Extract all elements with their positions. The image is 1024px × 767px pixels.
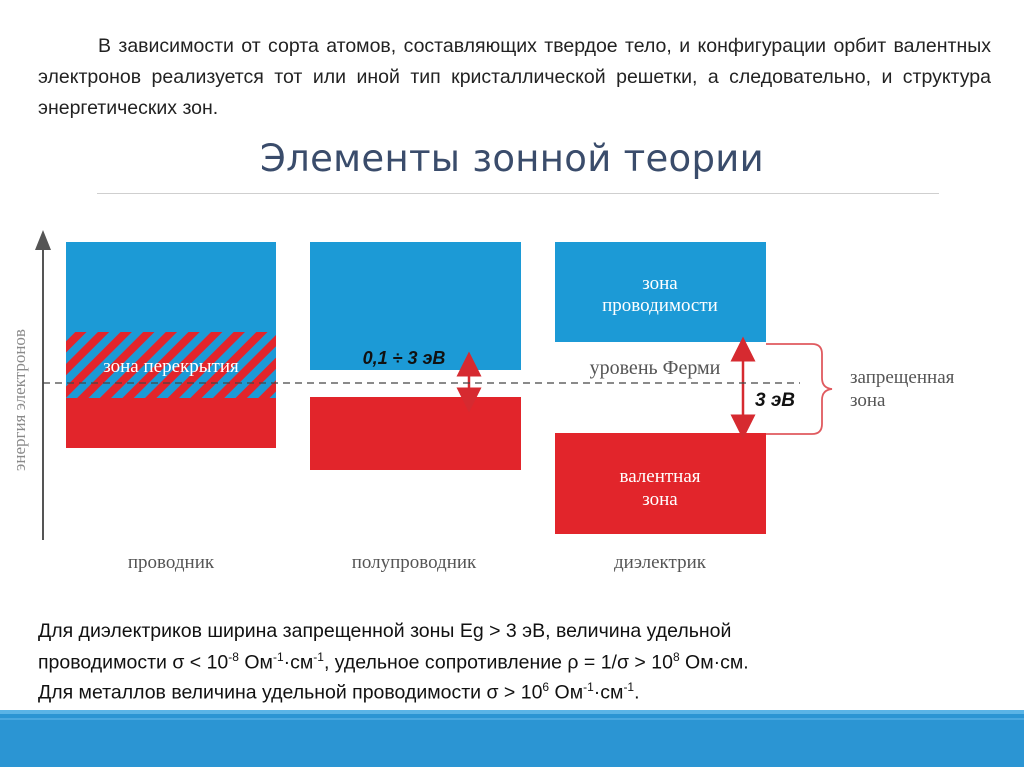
exponent: -8 <box>228 650 239 664</box>
definition-line-2-part-b: Ом <box>238 651 273 674</box>
semiconductor-valence-band <box>310 397 521 470</box>
definition-line-2-part-e: Ом·см. <box>679 651 749 674</box>
semiconductor-gap-label: 0,1 ÷ 3 эВ <box>362 348 446 368</box>
forbidden-zone-label-line2: зона <box>850 390 886 411</box>
overlap-zone-label: зона перекрытия <box>103 356 239 377</box>
exponent: -1 <box>313 650 324 664</box>
definition-line-1 <box>38 620 731 643</box>
definition-line-2 <box>38 650 749 675</box>
definition-line-3 <box>38 680 640 705</box>
definition-line-2-part-d: , удельное сопротивление ρ = 1/σ > 10 <box>323 651 673 674</box>
definition-line-2-part-a: проводимости σ < 10 <box>38 651 229 674</box>
definition-line-3-part-d: . <box>634 681 640 704</box>
caption-semiconductor: полупроводник <box>351 552 477 573</box>
intro-paragraph: В зависимости от сорта атомов, составляющих твердое тело, и конфигурации орбит валентных электронов реализуется тот или иной тип кристаллической решетки, а следовательно, и структура энергетических зон. <box>38 35 991 119</box>
dielectric-gap-label: 3 эВ <box>754 390 796 411</box>
caption-dielectric: диэлектрик <box>614 552 706 573</box>
valence-zone-label-line2: зона <box>642 489 678 510</box>
fermi-level-label: уровень Ферми <box>589 357 721 379</box>
conductor-conduction-band <box>66 242 276 332</box>
forbidden-zone-brace <box>766 344 832 434</box>
exponent: -1 <box>583 680 594 694</box>
definition-line-3-part-c: ·см <box>593 681 624 704</box>
exponent: -1 <box>623 680 635 694</box>
definition-line-2-part-c: ·см <box>283 651 314 674</box>
exponent: -1 <box>272 650 284 664</box>
slide-title: Элементы зонной теории <box>260 137 764 180</box>
exponent: 8 <box>672 650 680 664</box>
footer-accent-line <box>0 718 1024 720</box>
energy-axis-label: энергия электронов <box>10 329 29 471</box>
conduction-zone-label-line2: проводимости <box>602 295 718 316</box>
conductor-valence-band <box>66 398 276 448</box>
conduction-zone-label-line1: зона <box>642 273 678 294</box>
footer-accent-line <box>0 710 1024 714</box>
definition-line-3-part-b: Ом <box>549 681 584 704</box>
forbidden-zone-label-line1: запрещенная <box>850 367 955 388</box>
caption-conductor: проводник <box>127 552 215 573</box>
exponent: 6 <box>542 680 550 694</box>
definition-line-3-part-a: Для металлов величина удельной проводимости σ > 10 <box>38 681 543 704</box>
definition-line-1-text: Для диэлектриков ширина запрещенной зоны Eg > 3 эВ, величина удельной <box>38 620 732 642</box>
valence-zone-label-line1: валентная <box>619 466 701 487</box>
